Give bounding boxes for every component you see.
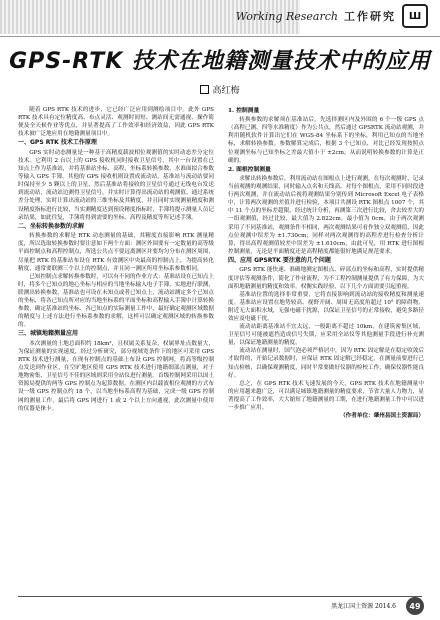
article-title: GPS-RTK 技术在地籍测量技术中的应用 <box>9 49 431 74</box>
paragraph: 转换参数的求解是 RTK 动态测量的基础，其精度直接影响 RTK 测量精度，所以选取转换参数时要注意如下两个方面：测区外围要有一定数量的高等级平面控制点和高程控制点，所选公共点不要远离测区并要均匀分布在测区周围，尽量把 RTK 的基准站布设在 RTK 有效测区中央最高的控制点上，为提高转化精度，通常要联测三个以上的控制点，并且同一测区所用坐标系参数相同。 <box>18 233 214 272</box>
section-heading: 1. 控制测量 <box>228 108 260 114</box>
paragraph: GPS RTK 能快速、准确地测定图根点、碎部点的坐标和高程，实时提供精度评估等观测条件，简化了作业流程，为不工程控制测量提供了有力保障，为大面积地籍测量的精度和效率，权衡实践经验，以下几个方面需要引起重视。 <box>228 267 424 290</box>
author-line <box>0 83 440 96</box>
section-title-en: Working Research <box>235 9 338 23</box>
footer-rule <box>18 596 422 597</box>
section-heading: 四、应用 GPSRTK 要注意的几个问题 <box>228 256 331 264</box>
page-number: 49 <box>406 597 424 615</box>
section-heading: 一、GPS RTK 技术工作原理 <box>18 139 97 147</box>
section-heading: 2. 图根控制测量 <box>228 166 271 173</box>
paragraph: 流动站距离基准站不宜太远，一般距离不超过 10km，在建筑密集区域，卫星信号可能被遮挡造成信号失锁，应采用全站仪等其他测量手段进行补充测量，以保证地籍测量的精度。 <box>228 324 424 347</box>
author-name: 高红梅 <box>212 86 240 96</box>
paragraph: 基准站位置的选择非常重要，它将直接影响到流动站的接收精度和测量速度。基准站应设置在地势较高、视野开阔、周围无高度角超过 10° 的障碍物，附近无大面积水域，无强电磁干扰源，以保证卫星信号的正常接收，避免多路径效应及电磁干扰。 <box>228 291 424 322</box>
journal-logo-icon: Ш <box>402 4 428 28</box>
header-section-label <box>236 4 428 28</box>
section-title-cn: 工作研究 <box>344 10 396 23</box>
paragraph: 求解出转换参数后，利用流动站在图根点上进行观测，在每次观测时，记录当前观测的观测结果，同时输入点名和天线高，对每个图根点，采用不同时段进行两次观测，并在流动站后视将观测结果分别传到 Microsoft Excel 电子表格中，计算两次观测的差值并进行检验，本项目共测设 RTK 图根点 1007 个，其中 11 个点的坐标差超限，经过统计分析，再测第三次进行比较，舍去较差大的一组观测值，经过比较，最大值为 2.822cm，最小值为 0cm，由于两次观测采用了不同基准站，观测条件不相同，两次观测结果可看作独立双观测值，因此点位观测中误差为 ±1.730cm；同样对两次观测得的高程差进行检查分析计算，得出高程观测值较差中误差为 ±1.610cm，由此可见，用 RTK 进行图根控制测量，无论是平面精度还是高程精度都能很好地满足规范要求。 <box>228 175 424 255</box>
page-header <box>0 0 440 38</box>
journal-issue: 黑龙江国土资源 2014.6 <box>331 603 396 610</box>
paragraph: 转换参数的求解须在基准站后，先选择测区内及外围的 6 个一级 GPS 点（高程已测、四等水准精度）作为公共点，然后通过 GPSRTK 流动站观测，并利用随机软件计算出它们在 WGS-84 坐标系下的坐标，利用已知点的当地坐标，求解转换参数。参数解算完成后，根据 3 个已知点，对比已经发现按照点位观测坐标与已知坐标之差最大值小于 ±2cm，从而说明转换参数的计算是正确的。 <box>228 117 424 164</box>
section-heading: 二、坐标转换参数的求解 <box>18 222 85 230</box>
paragraph: 本次测量的土地总面积约 18km²，且权属关系复杂，权属界址点数量大，为保证测量的实现速度，经过分析研究，部分视域宽条件下的地区可采用 GPS RTK 技术进行测量，在现有控制点的基础上布设 GPS 控制网，将高等级控制点发送到作业区，在空旷地区使用 GPS RTK 技术进行地籍细部点测量，对于地物密集、卫星信号不佳的区域则采用全站仪进行测量。首级控制网采用以国土资源局提供的两等 GPS 控制点为起算数据。在测区内以载波相位观测的方式布设一级 GPS 控制点约 18 个，以当地坐标系高程为基础，完成一级 GPS 控制网的测量工作，最后将 GPS 网进行 1 或 2 个以上方向通视，此次测量中使用的仪器是徕卡。 <box>18 340 214 412</box>
paragraph: 已知控制点求解转换参数时，可以有不同的作业方式：基准站设在已知点上时，将多个已知点的地心坐标与相应的当地坐标输入电子手簿，实地进行联测，联测出转换参数，基准站也可设在未知点或者已知点上，流动站测定多个已知点的坐标，将各已知点所对应的当地坐标系的平面坐标和高程输入手簿中计算转换参数，确定基准站的坐标、各已知点的实际测量工作中，最好确定观测区域数据的精度与上述方法进行坐标系参数的求解，这样可以确定观测区域的转换参数的。 <box>18 273 214 329</box>
section-heading: 三、城镇地籍测量应用 <box>18 330 79 338</box>
paragraph: GPS 实时动态测量是一种基于高精度载波相位观测值的实时动态差分定位技术。它利用 2 台以上的 GPS 接收机同时接收卫星信号，其中一台设置在已知点上作为基准站，并将基准站坐标、高程、坐标系转换参数、水准面拟合参数等输入 GPS 手簿，其他的 GPS 接收机则设置成流动站。基准站与流动站要同时保持至少 5 颗以上的卫星，然后基准站将接收的卫星信号通过无线电台发送到流动站，流动站边测得卫星信号，并实时计算得出流动站的观测值，通过系统差分处理，实时计算出流动站的三维坐标及其精度，并且同时实现测量精度和测设精度指标进行比较，当实测精度达到预设精度指标时，手簿将提示测量人员记录结果，如此往复，手簿将得到需要的坐标、高程及精度等所记述手簿。 <box>18 149 214 221</box>
author-affiliation: （作者单位：肇州县国土资源局） <box>340 413 424 420</box>
left-column <box>18 106 214 413</box>
author-box-icon <box>200 85 209 94</box>
paragraph: 总之，在 GPS RTK 技术飞速发展的今天，GPS RTK 技术在地籍测量中的应用越来越广泛，可以满足城镇地籍测量的精度要求，节省大量人力物力，显著提高了工作效率，大大缩短了地籍测量的工期，在进行地籍测量工作中可以进一步推广应用。 <box>228 380 424 411</box>
paragraph: 随着 GPS RTK 技术的进步，它已经广泛应用到测绘项目中。此外 GPS RTK 技术具有定位精度高、布点灵活、观测时间短、测站间无需通视、操作简便及全天候作业等优点，并显著提高了工作效率和经济效益，因此 GPS RTK 技术被广泛地应用在地籍测量项目中。 <box>18 107 214 138</box>
page-footer <box>0 596 440 620</box>
right-column <box>228 106 424 420</box>
header-rule <box>0 36 440 37</box>
paragraph: 流动站在测量时，国气泡必须严格居中，因为 RTK 固定解是在稳定收敛后才取得的，开始记录数据时，应保证 RTK 固定解已经稳定，在测量前要进行已知点检核，以确保观测精度，同时平常要做好仪器的检校工作，确保仪器性能良好。 <box>228 348 424 379</box>
